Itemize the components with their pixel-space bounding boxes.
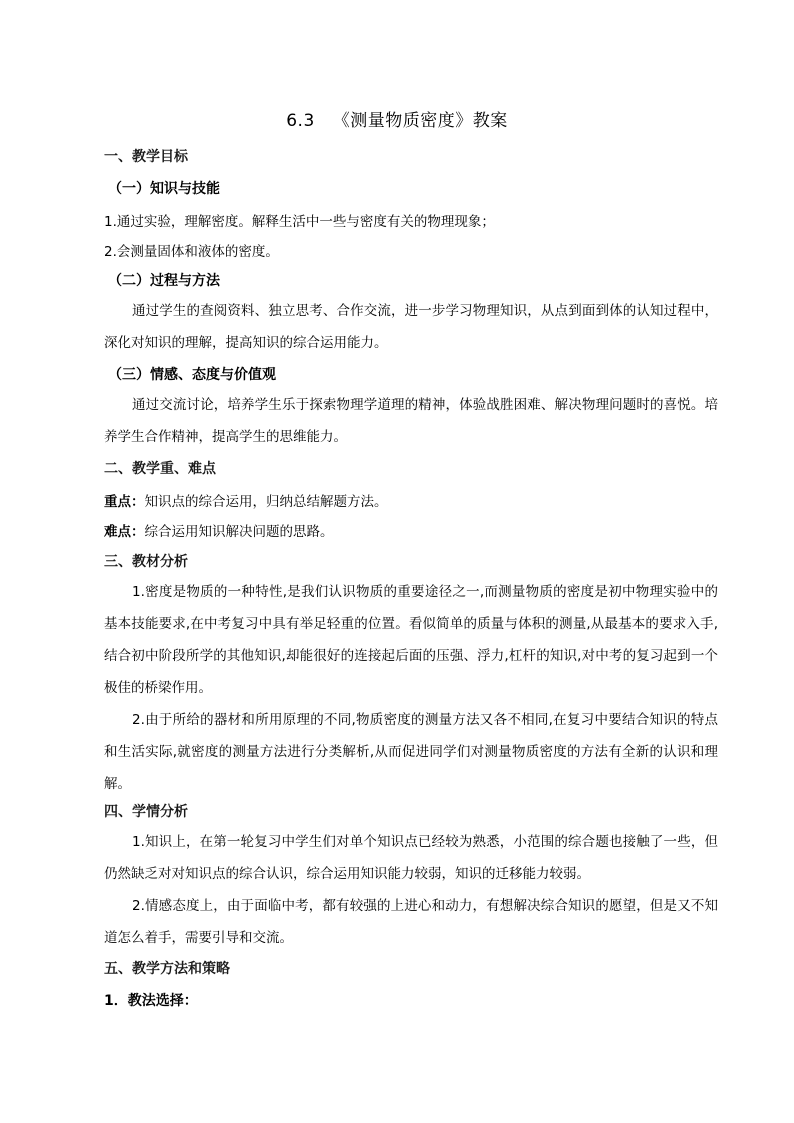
- key-point-line: [104, 490, 388, 510]
- attitude-values-paragraph: 通过交流讨论，培养学生乐于探索物理学道理的精神，体验战胜困难、解决物理问题时的喜悦。培养学生合作精神，提高学生的思维能力。: [104, 397, 718, 445]
- material-analysis-paragraph-2: 2.由于所给的器材和所用原理的不同,物质密度的测量方法又各不相同,在复习中要结合知识的特点和生活实际,就密度的测量方法进行分类解析,从而促进同学们对测量物质密度的方法有全新的认识和理解。: [104, 712, 718, 792]
- material-analysis-paragraph-1: 1.密度是物质的一种特性,是我们认识物质的重要途径之一,而测量物质的密度是初中物理实验中的基本技能要求,在中考复习中具有举足轻重的位置。看似简单的质量与体积的测量,从最基本的要求入手,结合初中阶段所学的其他知识,却能很好的连接起后面的压强、浮力,杠杆的知识,对中考的复习起到一个极佳的桥梁作用。: [104, 584, 718, 696]
- section-heading-teaching-goals: 一、教学目标: [104, 149, 188, 165]
- process-method-paragraph: 通过学生的查阅资料、独立思考、合作交流，进一步学习物理知识，从点到面到体的认知过程中，深化对知识的理解，提高知识的综合运用能力。: [104, 303, 718, 351]
- section-heading-key-difficult: 二、教学重、难点: [104, 461, 216, 477]
- goal-line-2: 2.会测量固体和液体的密度。: [104, 244, 279, 260]
- subheading-process-method: （二）过程与方法: [108, 273, 220, 289]
- subheading-knowledge-skills: （一）知识与技能: [108, 181, 220, 197]
- title-number: 6.3: [286, 111, 315, 131]
- goal-line-1: 1.通过实验，理解密度。解释生活中一些与密度有关的物理现象；: [104, 214, 495, 230]
- key-point-label: 重点：: [104, 494, 145, 510]
- section-heading-methods-strategies: 五、教学方法和策略: [104, 961, 230, 977]
- learner-analysis-paragraph-1: 1.知识上，在第一轮复习中学生们对单个知识点已经较为熟悉，小范围的综合题也接触了一些，但仍然缺乏对对知识点的综合认识，综合运用知识能力较弱，知识的迁移能力较弱。: [104, 834, 718, 882]
- document-title: [0, 106, 794, 131]
- subheading-attitude-values: （三）情感、态度与价值观: [108, 367, 276, 383]
- section-heading-learner-analysis: 四、学情分析: [104, 804, 188, 820]
- difficult-point-text: 综合运用知识解决问题的思路。: [144, 524, 334, 540]
- learner-analysis-paragraph-2: 2.情感态度上，由于面临中考，都有较强的上进心和动力，有想解决综合知识的愿望，但是又不知道怎么着手，需要引导和交流。: [104, 898, 718, 946]
- subheading-teaching-method-choice: 1．教法选择：: [104, 993, 198, 1009]
- title-text: 《测量物质密度》教案: [332, 111, 508, 131]
- difficult-point-label: 难点：: [104, 524, 145, 540]
- difficult-point-line: [104, 520, 334, 540]
- key-point-text: 知识点的综合运用，归纳总结解题方法。: [144, 494, 388, 510]
- section-heading-material-analysis: 三、教材分析: [104, 554, 188, 570]
